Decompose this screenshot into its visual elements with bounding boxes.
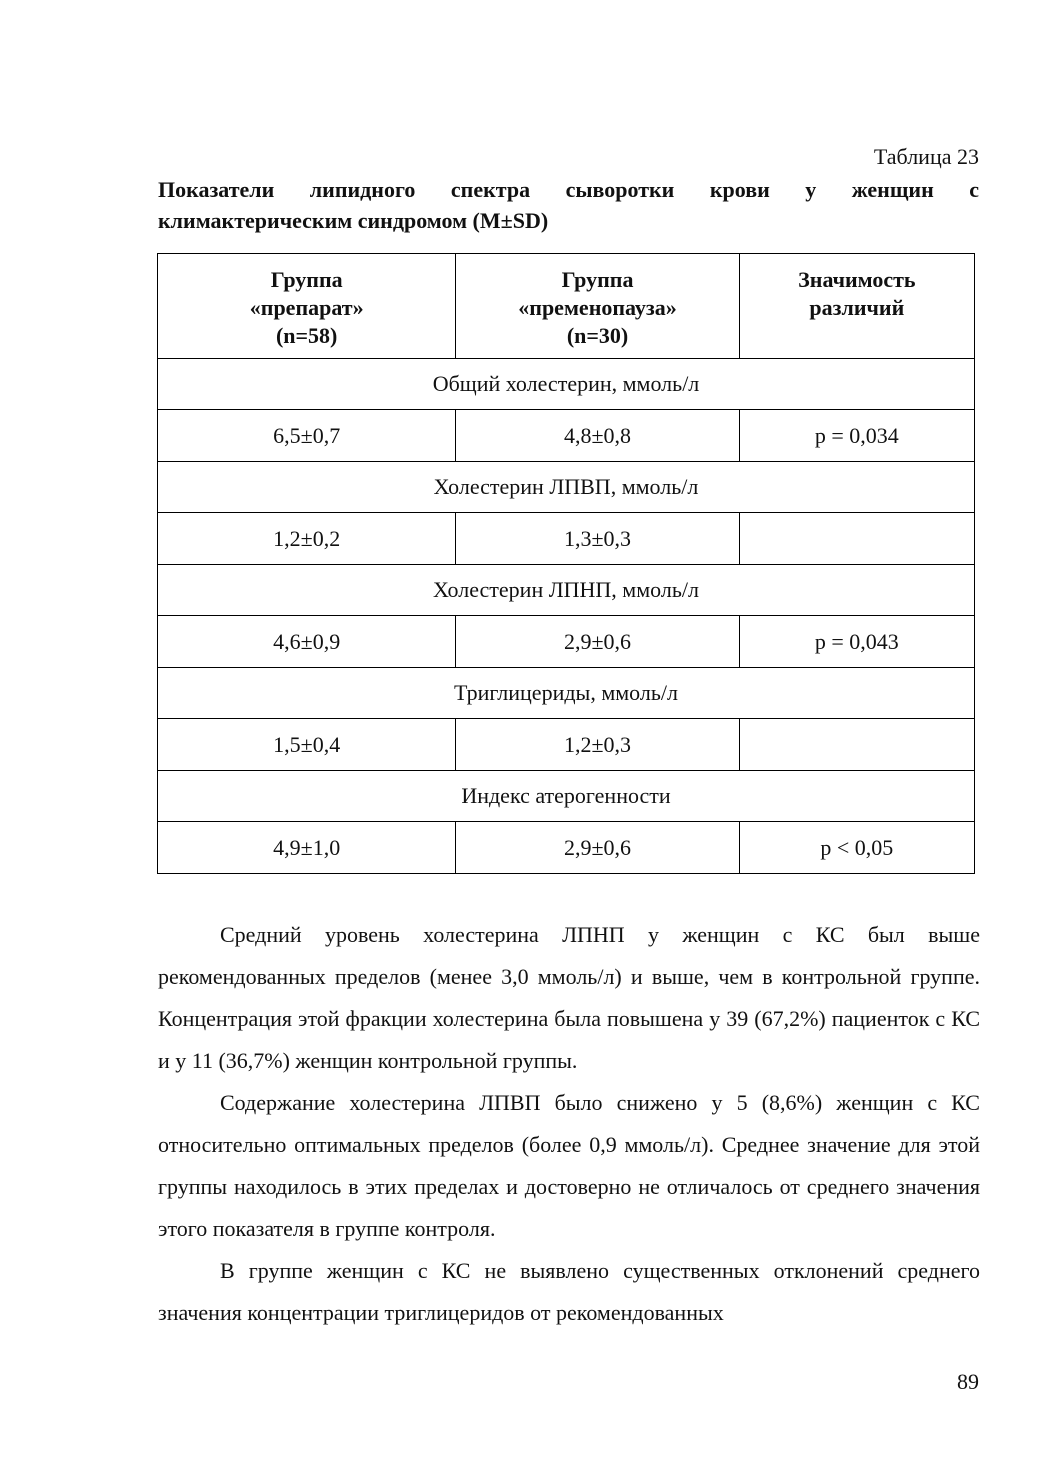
header-text: Группа xyxy=(270,267,343,292)
table-title xyxy=(158,174,979,236)
body-text xyxy=(158,914,980,1334)
header-text: «пременопауза» xyxy=(518,295,677,320)
section-label: Индекс атерогенности xyxy=(158,771,975,822)
paragraph: Содержание холестерина ЛПВП было снижено у 5 (8,6%) женщин с КС относительно оптимальных пределов (более 0,9 ммоль/л). Среднее значение для этой группы находилось в этих пределах и достоверно не отличалось от среднего значения этого показателя в группе контроля. xyxy=(158,1090,980,1241)
table-row xyxy=(158,719,975,771)
header-text: Значимость xyxy=(798,267,916,292)
table-title-line-1: Показатели липидного спектра сыворотки крови у женщин с xyxy=(158,177,979,202)
lipid-spectrum-table xyxy=(157,253,975,874)
table-cell xyxy=(739,719,974,771)
header-text: (n=58) xyxy=(275,323,338,348)
section-row xyxy=(158,565,975,616)
table-cell: 1,5±0,4 xyxy=(158,719,456,771)
table-caption: Таблица 23 xyxy=(873,144,979,169)
table-cell: 4,6±0,9 xyxy=(158,616,456,668)
table-cell: p < 0,05 xyxy=(739,822,974,874)
page-number: 89 xyxy=(957,1369,979,1394)
table-cell: p = 0,043 xyxy=(739,616,974,668)
header-text: «препарат» xyxy=(249,295,364,320)
section-row xyxy=(158,668,975,719)
section-row xyxy=(158,771,975,822)
header-group-premenopause xyxy=(456,254,739,359)
paragraph: В группе женщин с КС не выявлено существенных отклонений среднего значения концентрации триглицеридов от рекомендованных xyxy=(158,1258,980,1325)
header-group-drug xyxy=(158,254,456,359)
table-cell: 4,8±0,8 xyxy=(456,410,739,462)
section-row xyxy=(158,462,975,513)
table-header-row xyxy=(158,254,975,359)
section-label: Холестерин ЛПНП, ммоль/л xyxy=(158,565,975,616)
table-row xyxy=(158,410,975,462)
table-cell: 1,2±0,3 xyxy=(456,719,739,771)
section-row xyxy=(158,359,975,410)
header-text: Группа xyxy=(561,267,634,292)
table-row xyxy=(158,513,975,565)
table-title-line-2: климактерическим синдромом (M±SD) xyxy=(158,208,549,233)
table-cell: 2,9±0,6 xyxy=(456,616,739,668)
header-text: (n=30) xyxy=(566,323,629,348)
section-label: Холестерин ЛПВП, ммоль/л xyxy=(158,462,975,513)
header-significance xyxy=(739,254,974,359)
header-text: различий xyxy=(809,295,905,320)
table-cell: 2,9±0,6 xyxy=(456,822,739,874)
table-row xyxy=(158,822,975,874)
section-label: Триглицериды, ммоль/л xyxy=(158,668,975,719)
table-cell: 1,2±0,2 xyxy=(158,513,456,565)
table-cell: p = 0,034 xyxy=(739,410,974,462)
table-cell: 1,3±0,3 xyxy=(456,513,739,565)
section-label: Общий холестерин, ммоль/л xyxy=(158,359,975,410)
table-cell xyxy=(739,513,974,565)
paragraph: Средний уровень холестерина ЛПНП у женщин с КС был выше рекомендованных пределов (менее 3,0 ммоль/л) и выше, чем в контрольной группе. Концентрация этой фракции холестерина была повышена у 39 (67,2%) пациенток с КС и у 11 (36,7%) женщин контрольной группы. xyxy=(158,922,980,1073)
table-row xyxy=(158,616,975,668)
table-cell: 6,5±0,7 xyxy=(158,410,456,462)
table-cell: 4,9±1,0 xyxy=(158,822,456,874)
